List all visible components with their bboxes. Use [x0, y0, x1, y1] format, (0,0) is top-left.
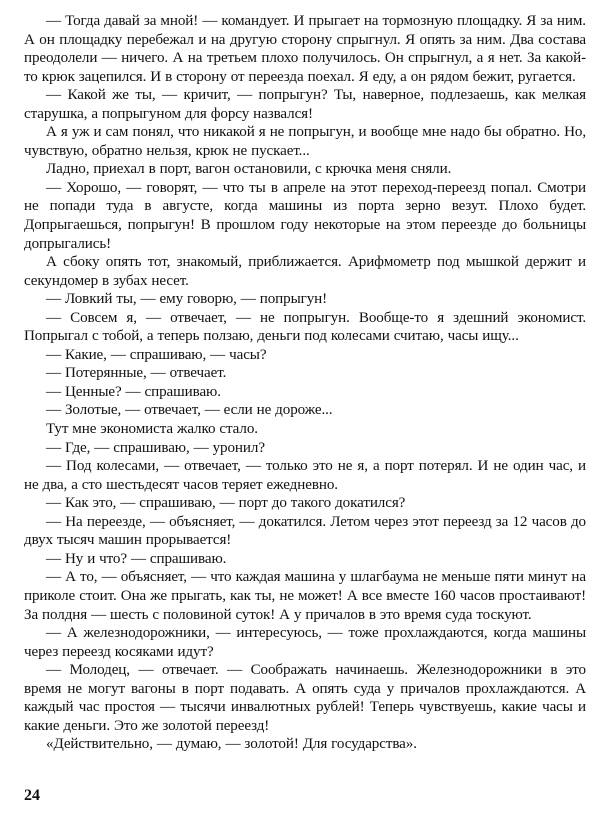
paragraph: — Тогда давай за мной! — командует. И прыгает на тормозную площадку. Я за ним. А он площадку перебежал и на другую сторону спрыгнул. Я опять за ним. Два состава преодолели — ничего. А на третьем плохо получилось. Он спрыгнул, а я нет. За какой-то крюк зацепился. И в сторону от переезда поехал. Я еду, а он рядом бежит, ругается.: [24, 13, 586, 85]
text-body: [24, 12, 586, 754]
paragraph: А сбоку опять тот, знакомый, приближается. Арифмометр под мышкой держит и секундомер в зубах несет.: [24, 254, 586, 289]
paragraph: — А железнодорожники, — интересуюсь, — тоже прохлаждаются, когда машины через переезд косяками идут?: [24, 625, 586, 660]
paragraph: — Ловкий ты, — ему говорю, — попрыгун!: [46, 291, 328, 308]
paragraph: — На переезде, — объясняет, — докатился. Летом через этот переезд за 12 часов до двух тысяч машин прорывается!: [24, 513, 586, 549]
paragraph: — Ну и что? — спрашиваю.: [46, 550, 227, 567]
paragraph: — Какие, — спрашиваю, — часы?: [46, 346, 267, 363]
page-number: 24: [24, 787, 40, 804]
paragraph: — Где, — спрашиваю, — уронил?: [46, 439, 265, 456]
paragraph: — Молодец, — отвечает. — Соображать начинаешь. Железнодорожники в это время не могут вагоны в порт подавать. А опять суда у причалов прохлаждаются. А каждый час простоя — тысячи инвалютных рублей! Теперь чувствуешь, какие часы и какие деньги. Это же золотой переезд!: [24, 662, 586, 734]
paragraph: — Хорошо, — говорят, — что ты в апреле на этот переход-переезд попал. Смотри не попади туда в августе, когда машины из порта зерно везут. Плохо будет. Допрыгаешься, попрыгун! В прошлом году некоторые на этом переезде до больницы допрыгались!: [24, 179, 586, 252]
paragraph: «Действительно, — думаю, — золотой! Для государства».: [46, 736, 417, 753]
paragraph: — Ценные? — спрашиваю.: [46, 383, 221, 400]
paragraph: — Потерянные, — отвечает.: [46, 365, 227, 382]
paragraph: — А то, — объясняет, — что каждая машина у шлагбаума не меньше пяти минут на приколе стоит. Она же прыгать, как ты, не может! А все вместе 160 часов простаивают! За полдня — шесть с половиной суток! А у причалов в это время суда тоскуют.: [24, 569, 586, 623]
paragraph: А я уж и сам понял, что никакой я не попрыгун, и вообще мне надо бы обратно. Но, чувствую, обратно нельзя, крюк не пускает...: [24, 124, 586, 159]
paragraph: Ладно, приехал в порт, вагон остановили, с крючка меня сняли.: [46, 161, 452, 178]
paragraph: — Под колесами, — отвечает, — только это не я, а порт потерял. И не один час, и не два, а сто шестьдесят часов теряет ежедневно.: [24, 458, 586, 493]
paragraph: — Золотые, — отвечает, — если не дороже...: [46, 402, 333, 419]
paragraph: — Какой же ты, — кричит, — попрыгун? Ты, наверное, подлезаешь, как мелкая старушка, а попрыгуном для форсу назвался!: [24, 87, 586, 122]
paragraph: Тут мне экономиста жалко стало.: [46, 421, 258, 438]
paragraph: — Как это, — спрашиваю, — порт до такого докатился?: [46, 495, 406, 512]
paragraph: — Совсем я, — отвечает, — не попрыгун. Вообще-то я здешний экономист. Попрыгал с тобой, а теперь ползаю, деньги под колесами считаю, часы ищу...: [24, 309, 586, 345]
